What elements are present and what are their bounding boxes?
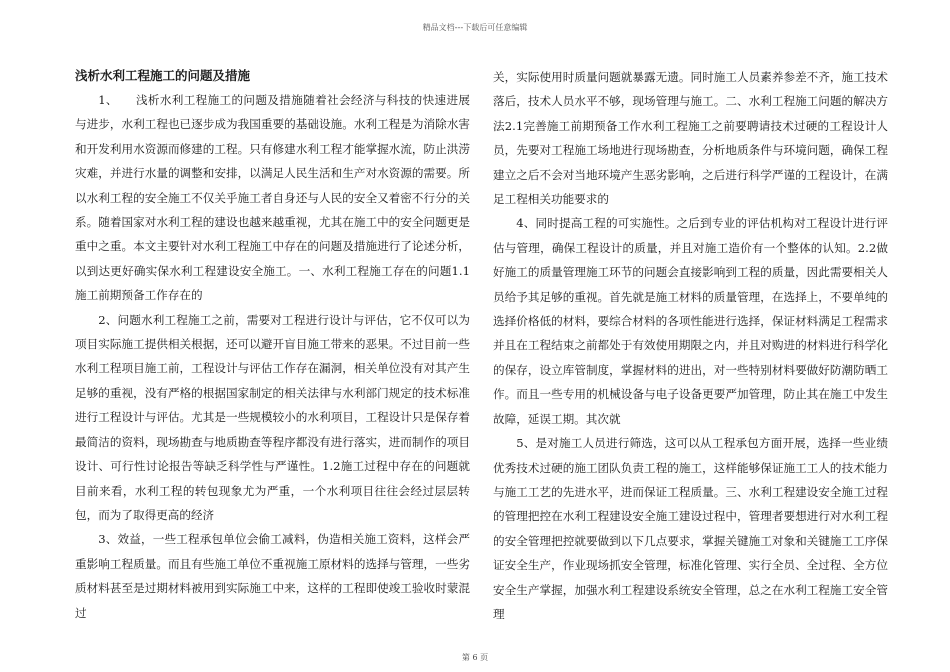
- page-header: 精品文档---下载后可任意编辑: [422, 23, 528, 32]
- paragraph-2: 2、问题水利工程施工之前，需要对工程进行设计与评估，它不仅可以为项目实际施工提供相关根据，还可以避开盲目施工带来的恶果。不过目前一些水利工程项目施工前，工程设计与评估工作存在漏洞，相关单位没有对其产生足够的重视，没有严格的根据国家制定的相关法律与水利部门规定的技术标准进行工程设计与评估。尤其是一些规模较小的水利项目，工程设计只是保存着最简洁的资料，现场勘查与地质勘查等程序都没有进行落实，进而制作的项目设计、可行性讨论报告等缺乏科学性与严谨性。1.2施工过程中存在的问题就目前来看，水利工程的转包现象尤为严重，一个水利项目往往会经过层层转包，而为了取得更高的经济: [75, 312, 470, 522]
- left-column: [75, 64, 470, 625]
- paragraph-3: 3、效益，一些工程承包单位会偷工减料，伪造相关施工资料，这样会严重影响工程质量。而且有些施工单位不重视施工原材料的选择与管理，一些劣质材料甚至是过期材料被用到实际施工中来，这样的工程即使竣工验收时蒙混过: [75, 532, 470, 620]
- right-column: [493, 65, 888, 626]
- paragraph-3-continued: 关，实际使用时质量问题就暴露无遗。同时施工人员素养参差不齐，施工技术落后，技术人员水平不够，现场管理与施工。二、水利工程施工问题的解决方法2.1完善施工前期预备工作水利工程施工之前要聘请技术过硬的工程设计人员，先要对工程施工场地进行现场勘查，分析地质条件与环境问题，确保工程建立之后不会对当地环境产生恶劣影响，之后进行科学严谨的工程设计，在满足工程相关功能要求的: [493, 70, 888, 207]
- document-title: 浅析水利工程施工的问题及措施: [75, 68, 251, 83]
- paragraph-5: 5、是对施工人员进行筛选，这可以从工程承包方面开展，选择一些业绩优秀技术过硬的施工团队负责工程的施工，这样能够保证施工工人的技术能力与施工工艺的先进水平，进而保证工程质量。三、水利工程建设安全施工过程的管理把控在水利工程建设安全施工建设过程中，管理者要想进行对水利工程的安全管理把控就要做到以下几点要求，掌握关键施工对象和关键施工工序保证安全生产，作业现场抓安全管理，标准化管理、实行全员、全过程、全方位安全生产掌握，加强水利工程建设系统安全管理，总之在水利工程施工安全管理: [493, 436, 888, 621]
- paragraph-1: 1、 浅析水利工程施工的问题及措施随着社会经济与科技的快速进展与进步，水利工程也已逐步成为我国重要的基础设施。水利工程是为消除水害和开发利用水资源而修建的工程。只有修建水利工程才能掌握水流，防止洪涝灾难，并进行水量的调整和安排，以满足人民生活和生产对水资源的需要。所以水利工程的安全施工不仅关乎施工者自身还与人民的安全又着密不行分的关系。随着国家对水利工程的建设也越来越重视，尤其在施工中的安全问题更是重中之重。本文主要针对水利工程施工中存在的问题及措施进行了论述分析，以到达更好确实保水利工程建设安全施工。一、水利工程施工存在的问题1.1施工前期预备工作存在的: [75, 93, 470, 303]
- page-number: 第 6 页: [461, 653, 489, 662]
- paragraph-4: 4、同时提高工程的可实施性。之后到专业的评估机构对工程设计进行评估与管理，确保工程设计的质量，并且对施工造价有一个整体的认知。2.2做好施工的质量管理施工环节的问题会直接影响到工程的质量，因此需要相关人员给予其足够的重视。首先就是施工材料的质量管理，在选择上，不要单纯的选择价格低的材料，要综合材料的各项性能进行选择，保证材料满足工程需求并且在工程结束之前都处于有效使用期限之内，并且对购进的材料进行科学化的保存，设立库管制度，掌握材料的进出，对一些特别材料要做好防潮防晒工作。而且一些专用的机械设备与电子设备更要严加管理，防止其在施工中发生故障，延误工期。其次就: [493, 216, 888, 426]
